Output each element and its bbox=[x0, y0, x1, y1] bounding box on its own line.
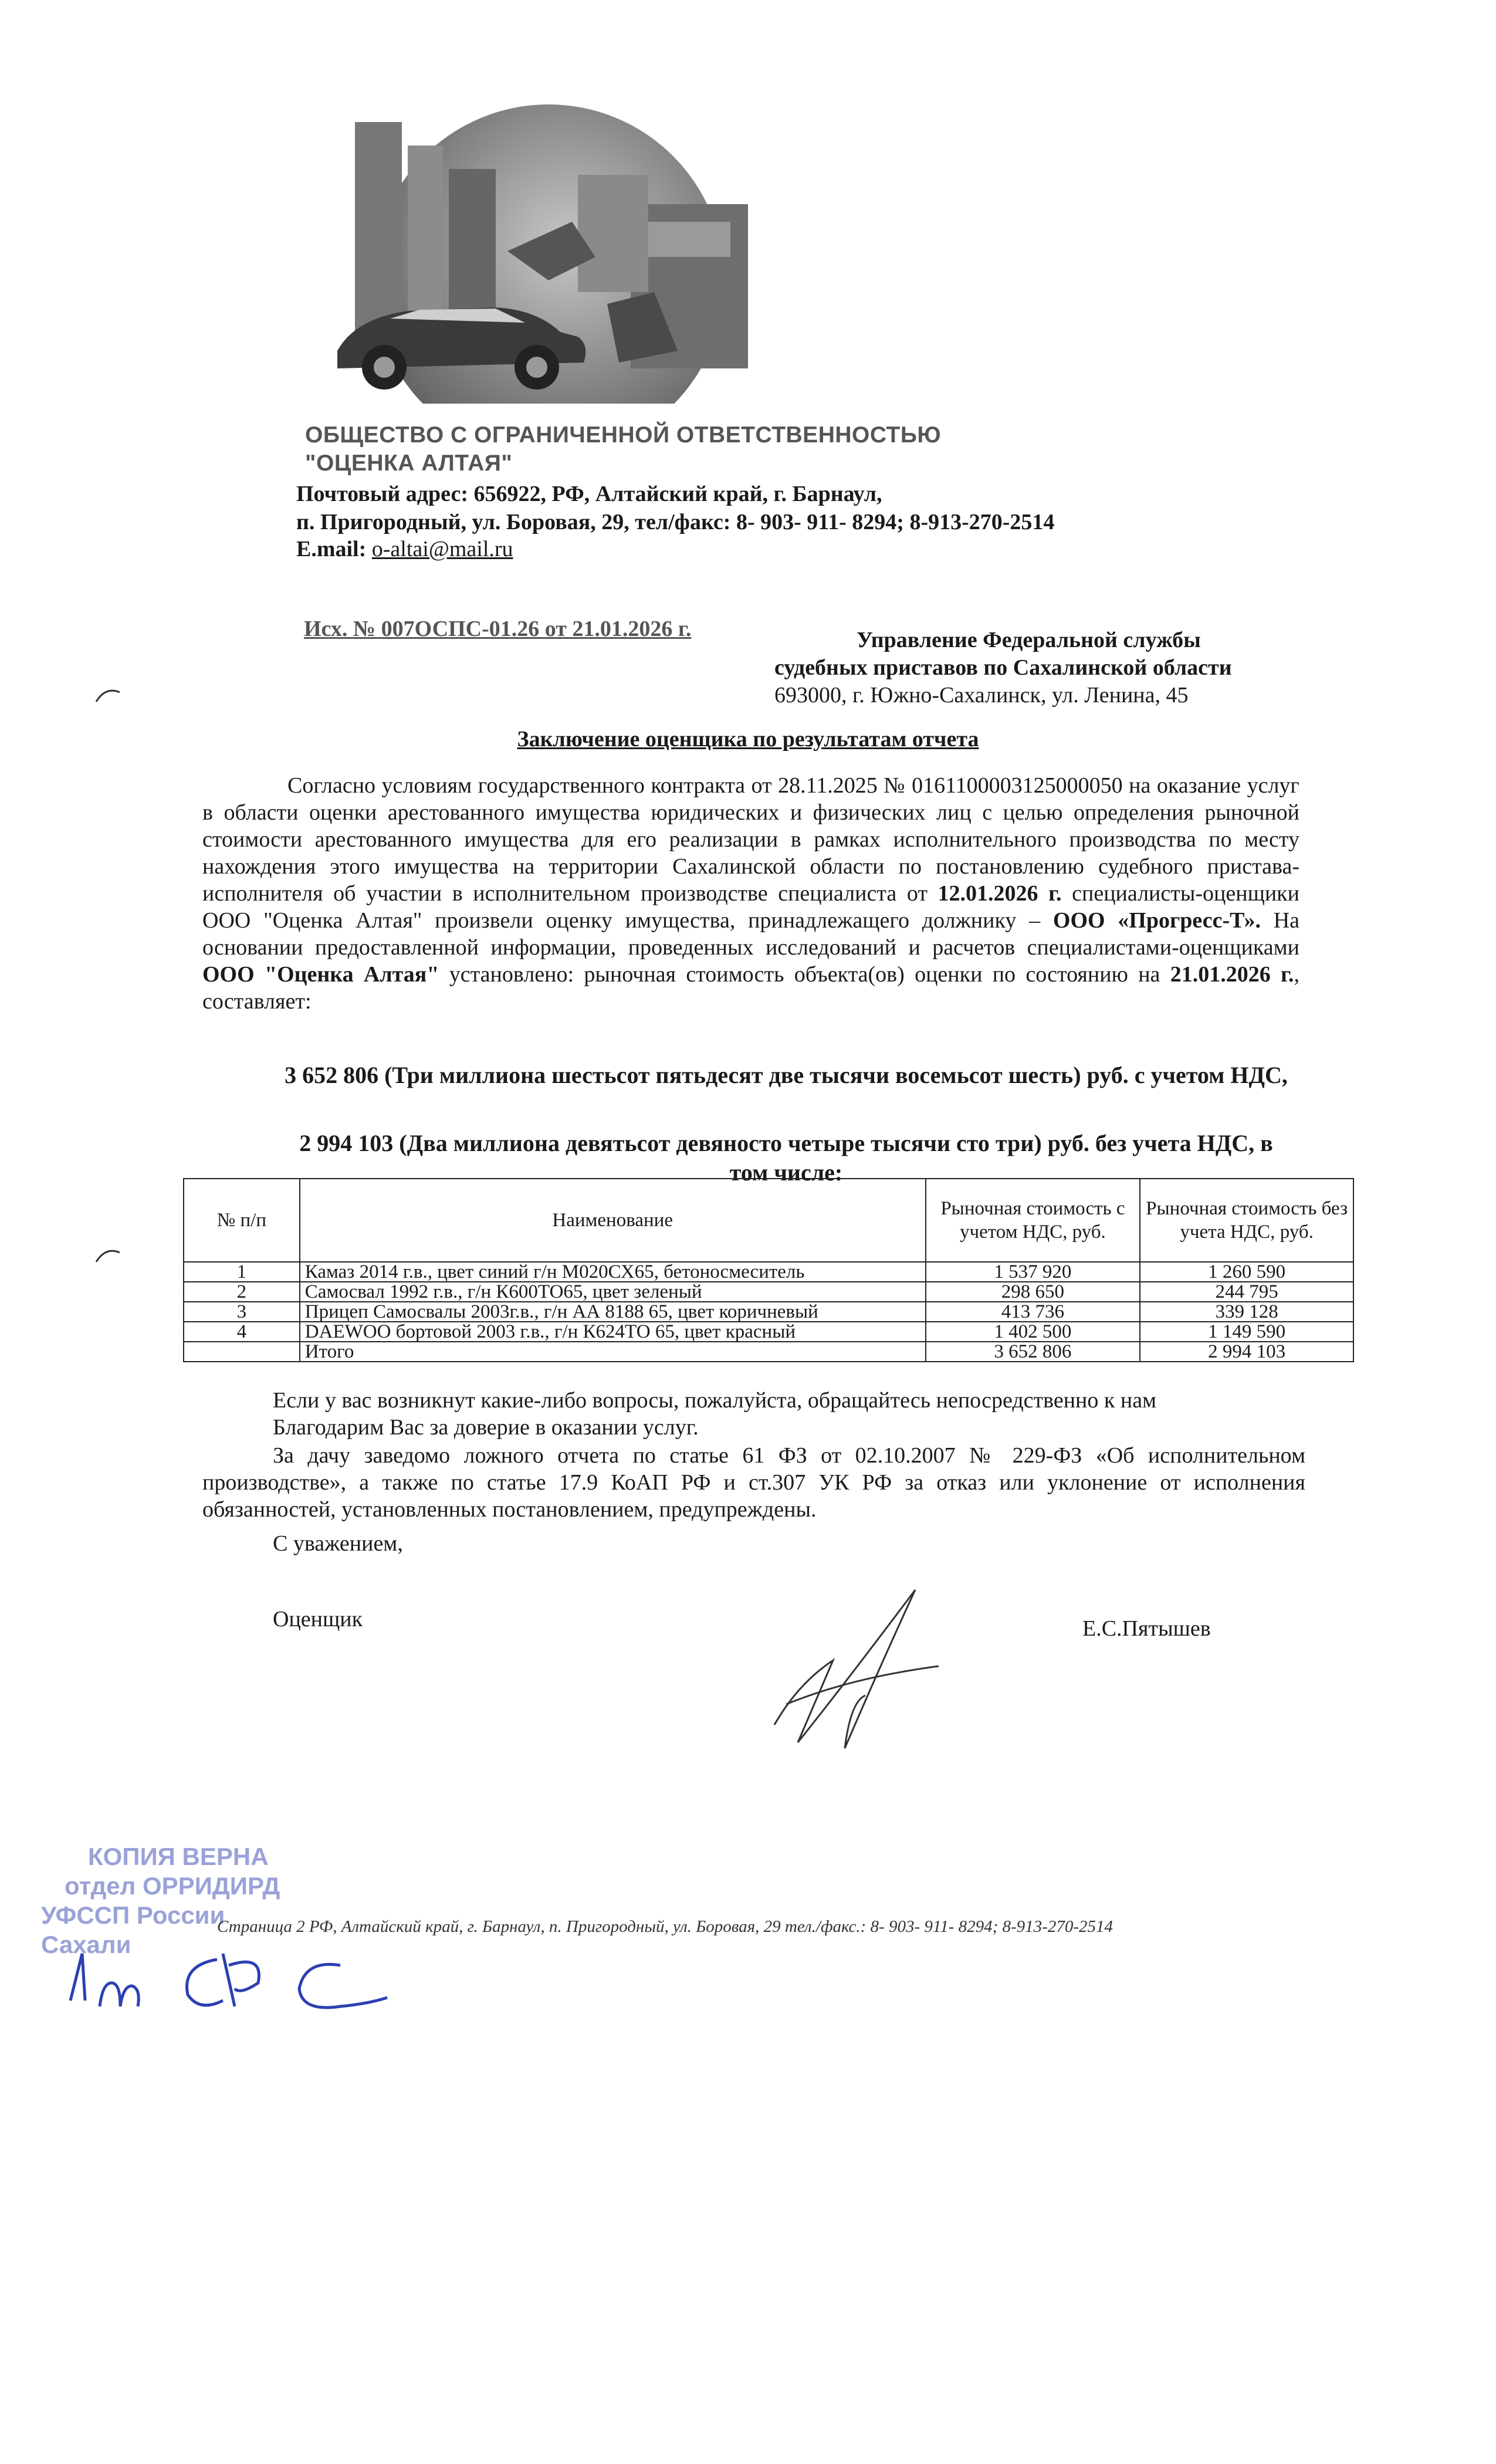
row-name: DAEWOO бортовой 2003 г.в., г/н К624ТО 65, цвет красный bbox=[300, 1322, 926, 1342]
handwritten-signature bbox=[65, 1930, 393, 2024]
table-row bbox=[184, 1302, 1353, 1322]
row-num: 2 bbox=[184, 1282, 300, 1302]
row-without-vat: 339 128 bbox=[1140, 1302, 1353, 1322]
intro-text: На основании предоставленной информации, проведенных исследований и расчетов специалистами-оценщиками bbox=[202, 908, 1300, 960]
company-name: ООО "Оценка Алтая" bbox=[202, 962, 439, 987]
row-without-vat: 1 260 590 bbox=[1140, 1262, 1353, 1282]
postal-address-line-2: п. Пригородный, ул. Боровая, 29, тел/факс: 8- 903- 911- 8294; 8-913-270-2514 bbox=[296, 510, 1055, 534]
questions-text: Если у вас возникнут какие-либо вопросы, пожалуйста, обращайтесь непосредственно к нам bbox=[273, 1388, 1157, 1413]
stamp-line: отдел ОРРИДИРД bbox=[65, 1872, 280, 1900]
intro-text: установлено: рыночная стоимость объекта(ов) оценки по состоянию на bbox=[449, 962, 1160, 987]
total-label: Итого bbox=[300, 1342, 926, 1362]
punch-hole-mark bbox=[94, 686, 122, 704]
row-with-vat: 413 736 bbox=[926, 1302, 1140, 1322]
thanks-line bbox=[202, 1414, 1305, 1441]
addressee-address: 693000, г. Южно-Сахалинск, ул. Ленина, 45 bbox=[774, 683, 1189, 708]
email-link[interactable]: o-altai@mail.ru bbox=[371, 537, 513, 561]
header-without-vat: Рыночная стоимость без учета НДС, руб. bbox=[1140, 1179, 1353, 1262]
thanks-text: Благодарим Вас за доверие в оказании услуг. bbox=[273, 1415, 699, 1440]
table-row bbox=[184, 1282, 1353, 1302]
row-num: 1 bbox=[184, 1262, 300, 1282]
row-num: 3 bbox=[184, 1302, 300, 1322]
total-num bbox=[184, 1342, 300, 1362]
signer-role: Оценщик bbox=[273, 1607, 363, 1632]
row-name: Прицеп Самосвалы 2003г.в., г/н АА 8188 65, цвет коричневый bbox=[300, 1302, 926, 1322]
table-header-row bbox=[184, 1179, 1353, 1262]
document-title-text: Заключение оценщика по результатам отчета bbox=[517, 727, 979, 752]
header-name: Наименование bbox=[300, 1179, 926, 1262]
regards-text: С уважением, bbox=[273, 1531, 403, 1556]
row-without-vat: 244 795 bbox=[1140, 1282, 1353, 1302]
row-name: Камаз 2014 г.в., цвет синий г/н М020СХ65, бетоносмеситель bbox=[300, 1262, 926, 1282]
addressee-line: судебных приставов по Сахалинской области bbox=[774, 655, 1232, 680]
company-logo bbox=[302, 104, 769, 404]
sum-without-vat: 2 994 103 (Два миллиона девятьсот девяносто четыре тысячи сто три) руб. без учета НДС, в том числе: bbox=[299, 1130, 1273, 1186]
email-line bbox=[296, 535, 513, 563]
addressee-line: Управление Федеральной службы bbox=[857, 628, 1201, 652]
row-num: 4 bbox=[184, 1322, 300, 1342]
sum-with-vat: 3 652 806 (Три миллиона шестьсот пятьдесят две тысячи восемьсот шесть) руб. с учетом НДС, bbox=[285, 1062, 1288, 1088]
organization-name-quoted: "ОЦЕНКА АЛТАЯ" bbox=[305, 451, 513, 476]
order-date: 12.01.2026 г. bbox=[937, 881, 1062, 906]
postal-address-line: Почтовый адрес: 656922, РФ, Алтайский край, г. Барнаул, bbox=[296, 482, 882, 506]
row-without-vat: 1 149 590 bbox=[1140, 1322, 1353, 1342]
email-label: E.mail: bbox=[296, 537, 367, 561]
intro-text: Согласно условиям государственного контракта от 28.11.2025 № 0161100003125000050 на оказание услуг в области оценки арестованного имущества юридических и физических лиц с целью определения рыночной стоимости арестованного имущества для его реализации в рамках исполнительного производства по месту нахождения этого имущества на территории Сахалинской области по постановлению судебного пристава-исполнителя об участии в исполнительном производстве специалиста от bbox=[202, 773, 1299, 906]
valuation-date: 21.01.2026 г. bbox=[1170, 962, 1294, 987]
intro-text: специалисты-оценщики ООО "Оценка Алтая" произвели оценку имущества, принадлежащего должнику – bbox=[202, 881, 1299, 933]
intro-paragraph bbox=[202, 772, 1299, 1015]
header-num: № п/п bbox=[184, 1179, 300, 1262]
valuation-table bbox=[183, 1178, 1354, 1362]
row-with-vat: 1 537 920 bbox=[926, 1262, 1140, 1282]
punch-hole-mark bbox=[94, 1247, 122, 1264]
warning-text: За дачу заведомо ложного отчета по статье 61 ФЗ от 02.10.2007 № 229-ФЗ «Об исполнительном производстве», а также по статье 17.9 КоАП РФ и ст.307 УК РФ за отказ или уклонение от исполнения обязанностей, установленных постановлением, предупреждены. bbox=[202, 1443, 1305, 1522]
intro-text: , составляет: bbox=[202, 962, 1299, 1014]
row-with-vat: 1 402 500 bbox=[926, 1322, 1140, 1342]
questions-line bbox=[202, 1387, 1305, 1414]
total-with-vat: 3 652 806 bbox=[926, 1342, 1140, 1362]
addressee-block bbox=[774, 627, 1302, 709]
organization-name: ОБЩЕСТВО С ОГРАНИЧЕННОЙ ОТВЕТСТВЕННОСТЬЮ bbox=[305, 422, 942, 448]
warning-paragraph bbox=[202, 1442, 1305, 1523]
table-row bbox=[184, 1322, 1353, 1342]
table-total-row bbox=[184, 1342, 1353, 1362]
outgoing-number: Исх. № 007ОСПС-01.26 от 21.01.2026 г. bbox=[304, 617, 692, 641]
regards-line bbox=[202, 1530, 1305, 1557]
document-title bbox=[0, 726, 1496, 752]
page-footer: Страница 2 РФ, Алтайский край, г. Барнаул, п. Пригородный, ул. Боровая, 29 тел./факс.: 8- 903- 911- 8294; 8-913-270-2514 bbox=[217, 1917, 1113, 1936]
stamp-line: УФССП России Сахали bbox=[41, 1901, 225, 1958]
signer-name: Е.С.Пятышев bbox=[1082, 1616, 1211, 1641]
row-name: Самосвал 1992 г.в., г/н К600ТО65, цвет зеленый bbox=[300, 1282, 926, 1302]
signature bbox=[763, 1578, 956, 1754]
debtor-name: ООО «Прогресс-Т». bbox=[1052, 908, 1261, 933]
header-with-vat: Рыночная стоимость с учетом НДС, руб. bbox=[926, 1179, 1140, 1262]
row-with-vat: 298 650 bbox=[926, 1282, 1140, 1302]
stamp-line: КОПИЯ ВЕРНА bbox=[88, 1843, 269, 1870]
table-row bbox=[184, 1262, 1353, 1282]
total-without-vat: 2 994 103 bbox=[1140, 1342, 1353, 1362]
